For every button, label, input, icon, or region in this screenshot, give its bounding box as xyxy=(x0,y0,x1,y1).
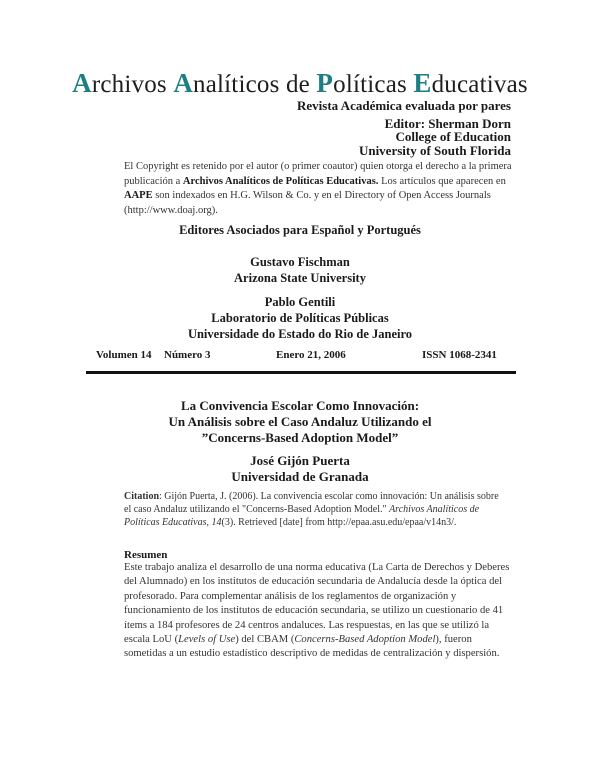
journal-college: College of Education xyxy=(395,129,511,144)
journal-editor: Editor: Sherman Dorn xyxy=(384,116,511,131)
issue-volume: Volumen 14 xyxy=(96,349,152,361)
article-title-line: ”Concerns-Based Adoption Model” xyxy=(201,430,399,445)
journal-university: University of South Florida xyxy=(358,143,511,158)
journal-title: Archivos Analíticos de Políticas Educativas xyxy=(72,68,528,98)
issue-number: Número 3 xyxy=(164,349,211,361)
citation-label: Citation xyxy=(124,491,159,502)
issue-date: Enero 21, 2006 xyxy=(276,349,346,361)
article-title-line: La Convivencia Escolar Como Innovación: xyxy=(180,398,420,413)
article-author: José Gijón Puerta xyxy=(250,453,350,468)
article-title-line: Un Análisis sobre el Caso Andaluz Utilizando el xyxy=(168,414,432,429)
issue-issn: ISSN 1068-2341 xyxy=(422,349,497,361)
associate-editors-heading: Editores Asociados para Español y Portugués xyxy=(179,223,421,237)
editor-affiliation: Arizona State University xyxy=(234,271,366,285)
divider-rule xyxy=(86,371,516,374)
journal-subtitle: Revista Académica evaluada por pares xyxy=(296,98,511,113)
editor-name: Pablo Gentili xyxy=(264,295,336,309)
citation-block: Citation: Gijón Puerta, J. (2006). La convivencia escolar como innovación: Un análisis sobre el caso Andaluz utilizando el "Concerns-Based Adoption Model." Archivos Analíticos de Políticas Educativas, 14(3). Retrieved [date] from http://epaa.asu.edu/epaa/v14n3/. xyxy=(124,491,499,528)
abstract-text: Este trabajo analiza el desarrollo de una norma educativa (La Carta de Derechos y Deberes del Alumnado) en los institutos de educación secundaria de Andalucía desde la óptica del profesorado. Para complementar análisis de los reglamentos de organización y funcionamiento de los institutos de educación secundaria, se utilizo un cuestionario de 41 ítems a 184 profesores de 24 centros andaluces. Las respuestas, en las que se utilizó la escala LoU (Levels of Use) del CBAM (Concerns-Based Adoption Model), fueron sometidas a un estudio estadístico descriptivo de medidas de centralización y dispersión. xyxy=(124,562,510,660)
copyright-notice: El Copyright es retenido por el autor (o primer coautor) quien otorga el derecho a la primera publicación a Archivos Analíticos de Políticas Educativas. Los artículos que aparecen en AAPE son indexados en H.G. Wilson & Co. y en el Directory of Open Access Journals (http://www.doaj.org). xyxy=(124,161,512,216)
article-affiliation: Universidad de Granada xyxy=(231,469,369,484)
abstract-heading: Resumen xyxy=(124,549,168,561)
editor-affiliation: Laboratorio de Políticas Públicas xyxy=(211,311,389,325)
editor-affiliation: Universidade do Estado do Rio de Janeiro xyxy=(187,327,413,341)
editor-name: Gustavo Fischman xyxy=(250,255,350,269)
